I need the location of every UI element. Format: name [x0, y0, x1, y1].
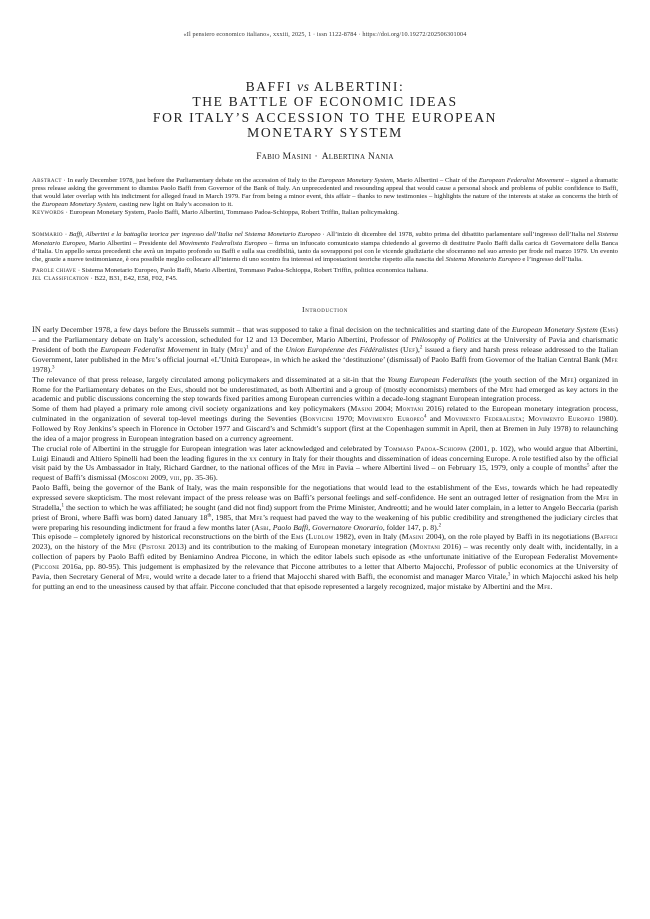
abstract-text: In early December 1978, just before the Parliamentary debate on the accession of Italy to the: [67, 176, 319, 184]
body-emphasis: European Federalist Movement: [100, 345, 200, 355]
author-separator: ·: [314, 151, 319, 162]
cited-author: Tommaso Padoa-Schioppa: [384, 443, 467, 453]
body-text: 2013) and its contribution to the making of European monetary integration (: [165, 542, 413, 552]
cited-author: Baffigi: [594, 532, 618, 542]
keywords-paragraph: [32, 209, 618, 217]
body-text: 1978).: [32, 364, 53, 374]
body-text: 1970;: [333, 414, 358, 424]
sommario-text: – firma un infuocato comunicato stampa chiedendo al governo di destituire Paolo Baffi dalla carica di Governatore della Banca d’Italia. Un appello senza precedenti che avrà un impatto profondo su Baffi e sulla sua credibilità, tanto da sovrapporsi poi con le vicende giudiziarie che sfoceranno nel suo arresto per frode nel marzo 1979. Un evento che, grazie a nuove testimonianze, è ora possibile meglio collocare all’interno di uno scontro fra interessi ed impostazioni teoriche rispetto alla nascita del: [32, 239, 618, 263]
body-text: ’s official journal «L’Unità Europea», in which he asked the ‘destituzione’ (dismissal) of Paolo Baffi from Governor of the Italian Central Bank (: [155, 354, 605, 364]
body-text: 2023), on the history of the: [32, 542, 123, 552]
body-text: ),: [415, 345, 420, 355]
body-text: (the youth section of the: [477, 374, 561, 384]
body-text: 1980). Followed by Roy Jenkins’s speech in Florence in October 1977 and Giscard’s and Schmidt’s support (first at the Copenhagen summit in April, then at Bremen in July 1978) to relaunching the idea of a major progress in European integration based on a currency agreement.: [32, 414, 618, 443]
body-paragraph-5: [32, 483, 618, 532]
cited-author: Movimento Europeo: [357, 414, 425, 424]
acronym: Ems: [290, 532, 304, 542]
body-text: (2001, p. 102), who would argue that Albertini, Luigi Einaudi and Altiero Spinelli had been the leading figures in the: [32, 443, 618, 463]
abstract-emphasis: European Federalist Movement: [478, 176, 564, 184]
title-vs: vs: [297, 79, 310, 94]
abstract-text: , Mario Albertini – Chair of the: [392, 176, 479, 184]
title-line-3: FOR ITALY’S ACCESSION TO THE EUROPEAN: [152, 109, 498, 125]
jel-paragraph: [32, 275, 618, 283]
cited-author: Movimento Federalista; Movimento Europeo: [444, 414, 595, 424]
footnote-marker[interactable]: 3: [507, 572, 511, 578]
acronym: Ems: [168, 384, 182, 394]
cited-author: Piccone: [34, 561, 60, 571]
body-text: in Stradella,: [32, 492, 618, 512]
body-text: , 1985, that: [211, 512, 250, 522]
body-text: The crucial role of Albertini in the struggle for European integration was later acknowledged and celebrated by: [32, 443, 385, 453]
body-text: in which Majocchi asked his help for putting an end to the uneasiness caused by that affair. Piccone concluded that that episode represented a largely recognized, major mistake by Albertini and the: [32, 571, 618, 591]
sommario-label: Sommario: [32, 231, 63, 239]
keywords-text: European Monetary System, Paolo Baffi, Mario Albertini, Tommaso Padoa-Schioppa, Robert Triffin, Italian policymaking.: [69, 209, 399, 217]
century-numeral: xx: [249, 453, 257, 463]
title-name-2: ALBERTINI:: [313, 79, 405, 94]
jel-label: Jel Classification: [32, 275, 89, 283]
body-text: , folder 147, p. 8).: [382, 522, 439, 532]
acronym: Mfe: [135, 571, 150, 581]
article-body: [32, 325, 618, 591]
body-text: had emerged as key actors in the academic and public discussions concerning the step towards fixed parities among European currencies within a decade-long stagnant European integration process.: [32, 384, 618, 404]
acronym: Ems: [602, 325, 616, 335]
title-name-1: BAFFI: [245, 79, 293, 94]
footnote-marker[interactable]: 4: [424, 414, 427, 420]
body-text: in Italy (: [199, 345, 230, 355]
cited-author: Ludlow: [308, 532, 334, 542]
volume-numeral: viii: [169, 473, 180, 483]
ordinal-suffix: th: [207, 513, 212, 519]
sommario-emphasis: Movimento Federalista Europeo: [179, 239, 268, 247]
body-text: 2004), on the role played by Baffi in its negotiations (: [423, 532, 595, 542]
abstract-emphasis: European Monetary System: [318, 176, 393, 184]
acronym: Mfe: [560, 374, 574, 384]
acronym: Mfe: [122, 542, 137, 552]
body-text: and of the: [248, 345, 286, 355]
body-text: ) – and the Parliamentary debate on Italy’s accession, scheduled for 12 and 13 December, Mario Albertini, Professor of: [32, 325, 618, 345]
body-text: ,: [268, 522, 273, 532]
label-dot: ·: [62, 231, 70, 239]
body-emphasis: Philosophy of Politics: [411, 335, 482, 345]
section-heading: Introduction: [302, 305, 348, 315]
abstract-paragraph: [32, 177, 618, 210]
acronym: Mfe: [229, 345, 244, 355]
footnote-marker[interactable]: 1: [61, 503, 64, 509]
body-paragraph-3: [32, 404, 618, 443]
body-text: , would write a decade later to a friend that Majocchi shared with Baffi, the economist and manager Marco Vitale,: [149, 571, 508, 581]
drop-word: IN: [32, 325, 42, 335]
sommario-block: [32, 231, 618, 283]
parole-chiave-text: Sistema Monetario Europeo, Paolo Baffi, Mario Albertini, Tommaso Padoa-Schioppa, Robert Triffin, politica economica italiana.: [81, 267, 429, 275]
abstract-text: – signed a dramatic press release asking the government to dismiss Paolo Baffi from Governor of the Bank of Italy. An unprecedented and resounding appeal that would cause a personal shock and problems of public confidence to Baffi, that would later overlap with his indictment for alleged fraud in March 1979. Far from being a minor event, this affair – thanks to new testimonies – highlights the nature of the interests at stake as concerns the birth of the: [32, 176, 619, 209]
body-text: Paolo Baffi, being the governor of the Bank of Italy, was the main responsible for the negotiations that would lead to the establishment of the: [32, 483, 495, 493]
author-1: Fabio Masini: [256, 151, 312, 162]
cited-author: Montani: [395, 404, 424, 414]
title-line-4: MONETARY SYSTEM: [247, 125, 403, 141]
cited-author: Bonvicini: [302, 414, 334, 424]
acronym: Mfe: [141, 354, 156, 364]
cited-author: Mosconi: [120, 473, 149, 483]
body-text: 2016) related to the European monetary integration process, culminated in the organization of several top-level meetings during the Seventies (: [32, 404, 619, 424]
body-text: and: [426, 414, 445, 424]
body-text: (: [136, 542, 142, 552]
footnote-marker[interactable]: 3: [52, 365, 55, 371]
keywords-label: Keywords: [32, 209, 64, 217]
abstract-text: , casting new light on Italy’s accession to it.: [115, 201, 233, 209]
author-line: [32, 152, 618, 162]
acronym: Mfe: [604, 354, 618, 364]
acronym: Mfe: [249, 512, 263, 522]
acronym: Mfe: [499, 384, 514, 394]
body-paragraph-1: [32, 325, 618, 374]
label-dot: ·: [76, 267, 82, 275]
article-title: [32, 79, 618, 141]
body-text: (: [303, 532, 309, 542]
body-paragraph-6: [32, 532, 618, 591]
archive-acronym: Asbi: [254, 522, 269, 532]
body-text: century in Italy for their thoughts and dissemination of ideas concerning Europe. A role testified also by the official visit paid by the Us Ambassador in Italy, Richard Gardner, to the national offices of the: [32, 453, 618, 473]
body-text: , should not be underestimated, as both Albertini and a group of (mostly economists) members of the: [181, 384, 500, 394]
body-paragraph-4: [32, 444, 618, 483]
body-emphasis: Paolo Baffi, Governatore Onorario: [272, 522, 383, 532]
parole-chiave-paragraph: [32, 267, 618, 275]
body-text: 1982), even in Italy (: [333, 532, 402, 542]
body-text: 2016) – was recently only dealt with, incidentally, in a collection of papers by Paolo Baffi edited by Beniamino Andrea Piccone, in which the editor labels such episode as «the unfortunate initiative of the European Federalist Movement» (: [32, 542, 618, 571]
body-text: ): [243, 345, 247, 355]
body-text: Some of them had played a primary role among civil society organizations and key policymakers (: [32, 404, 351, 414]
body-emphasis: Union Européenne des Fédéralistes: [285, 345, 398, 355]
title-line-1: [32, 79, 618, 94]
body-text: (: [597, 325, 603, 335]
footnote-marker[interactable]: 1: [246, 345, 249, 351]
body-emphasis: Young European Federalists: [387, 374, 478, 384]
author-2: Albertina Nania: [321, 151, 394, 162]
article-page: [32, 22, 618, 592]
body-text: ) organized in Rome for the Parliamentary debates on the: [32, 374, 619, 394]
body-text: This episode – completely ignored by historical reconstructions on the birth of the: [32, 532, 291, 542]
sommario-title: Baffi, Albertini e la battaglia teorica per ingresso dell’Italia nel Sistema Monetario Europeo: [69, 231, 321, 239]
body-text: in Pavia – where Albertini lived – on February 15, 1979, only a couple of months: [325, 463, 588, 473]
body-text: , towards which he had repeatedly expressed severe skepticism. The most relevant impact of the press release was on Baffi’s personal feelings and self-confidence. He sent an outraged letter of resignation from the: [32, 483, 618, 502]
body-emphasis: European Monetary System: [511, 325, 598, 335]
title-line-2: THE BATTLE OF ECONOMIC IDEAS: [192, 94, 458, 110]
footnote-marker[interactable]: 2: [438, 522, 442, 528]
body-text: the section to which he was affiliated; he sought (and did not find) support from the Prime Minister, Andreotti; and he would later complain, in a letter to Angelo Beccaria (parish priest of Broni, where Baffi was born) dated January 18: [32, 502, 618, 522]
cited-author: Montani: [412, 542, 441, 552]
sommario-emphasis: Sistema Monetario Europeo: [32, 231, 618, 247]
body-text: at the University of Pavia and charismatic President of both the: [32, 335, 618, 355]
body-text: ’s request had paved the way to the weakening of his public credibility and strengthened the judiciary circles that were preparing his resounding indictment for fraud a few months later (: [32, 512, 618, 532]
parole-chiave-label: Parole chiave: [32, 267, 77, 275]
body-text: 2004;: [372, 404, 396, 414]
body-text: early December 1978, a few days before the Brussels summit – that was supposed to take a final decision on the technicalities and starting date of the: [41, 325, 512, 335]
footnote-marker[interactable]: 2: [419, 345, 423, 351]
acronym: Uef: [403, 345, 416, 355]
cited-author: Masini: [401, 532, 424, 542]
body-text: 2016a, pp. 80-95). This judgement is emphasized by the relevance that Piccone attributes to a letter that Alberto Majocchi, Professor of public economics at the University of Pavia, then Secretary General of: [32, 561, 618, 581]
acronym: Ems: [494, 483, 508, 493]
acronym: Mfe: [311, 463, 326, 473]
sommario-emphasis: Sistema Monetario Europeo: [445, 255, 521, 263]
cited-author: Masini: [350, 404, 373, 414]
jel-codes: B22, B31, E42, E58, F02, F45.: [94, 275, 178, 283]
label-dot: ·: [88, 275, 95, 283]
label-dot: ·: [63, 209, 70, 217]
sommario-paragraph: [32, 231, 618, 264]
label-dot: ·: [61, 176, 68, 184]
footnote-marker[interactable]: 5: [587, 463, 590, 469]
abstract-emphasis: European Monetary System: [41, 201, 116, 209]
journal-citation: «Il pensiero economico italiano», xxxiii, 2025, 1 · issn 1122-8784 · https://doi.org/10.19272/202506301004: [183, 31, 467, 38]
body-text: .: [550, 581, 553, 591]
sommario-text: e l’ingresso dell’Italia.: [520, 255, 583, 263]
abstract-block: [32, 177, 618, 218]
sommario-text: · All’inizio di dicembre del 1978, subito prima del dibattito parlamentare sull’ingresso dell’Italia nel: [320, 231, 598, 239]
body-text: 2009,: [148, 473, 170, 483]
acronym: Mfe: [537, 581, 551, 591]
acronym: Mfe: [596, 492, 610, 502]
body-text: , pp. 35-36).: [179, 473, 218, 483]
abstract-label: Abstract: [32, 176, 62, 184]
cited-author: Pistone: [141, 542, 166, 552]
body-text: after the request of Baffi’s dismissal (: [32, 463, 618, 483]
sommario-text: , Mario Albertini – Presidente del: [85, 239, 180, 247]
body-text: The relevance of that press release, largely circulated among policymakers and disseminated at a sit-in that the: [32, 374, 388, 384]
body-text: (: [397, 345, 403, 355]
body-paragraph-2: [32, 375, 618, 405]
body-text: issued a fiery and harsh press release addressed to the Italian Government, later published in the: [32, 345, 618, 364]
